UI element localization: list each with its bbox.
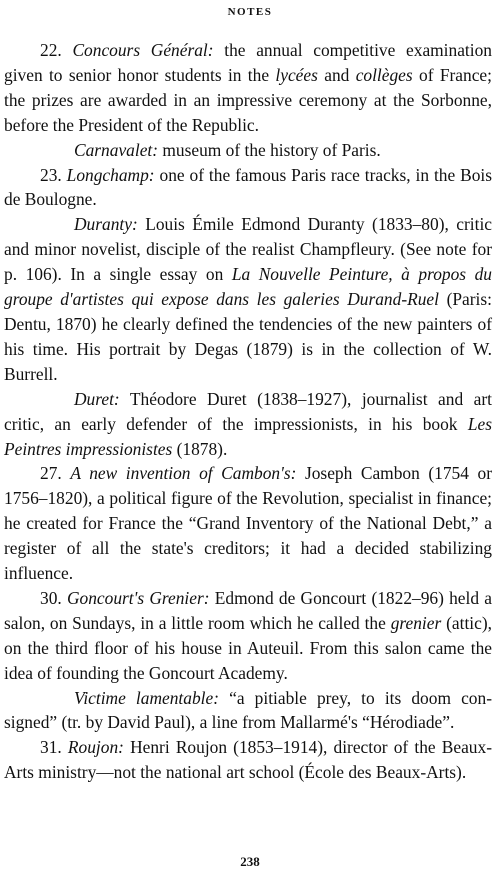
note-number: 27. [40,463,62,484]
note-term: Duranty: [74,214,138,235]
note-duranty [4,212,492,386]
note-italic: grenier [390,612,442,633]
note-term: Duret: [74,388,120,409]
note-italic: La Nouvelle Peinture, à propos du groupe d'artistes qui expose dans les galeries Durand-Ruel [4,264,492,310]
note-text: Henri Roujon (1853–1914), director of the Beaux-Arts ministry—not the national art school (École des Beaux-Arts). [4,737,492,783]
note-term: Concours Général: [72,40,214,60]
note-text: Edmond de Goncourt (1822–96) held a salon, on Sundays, in a little room which he called the [4,587,492,633]
note-carnavalet [4,138,492,163]
notes-body [4,38,492,785]
note-number: 23. [40,164,62,185]
note-text: of France; the prizes are awarded in an impressive ceremony at the Sorbonne, before the President of the Republic. [4,64,492,135]
note-23 [4,163,492,213]
note-text: Théodore Duret (1838–1927), journalist and art critic, an early defender of the impressionists, in his book [4,388,492,434]
note-31 [4,735,492,785]
note-number: 22. [40,40,62,60]
note-term: Goncourt's Grenier: [66,587,210,608]
note-duret [4,387,492,462]
note-number: 31. [40,737,62,758]
note-number: 30. [40,587,62,608]
note-27 [4,461,492,586]
page-number: 238 [240,854,260,869]
note-text: one of the famous Paris race tracks, in the Bois de Boulogne. [4,164,492,210]
note-text: Louis Émile Edmond Duranty (1833–80), critic and minor novelist, disciple of the realist Champfleury. (See note for p. 106). In a single essay on [4,214,492,285]
note-victime [4,686,492,736]
note-term: Roujon: [67,737,124,758]
note-text: “a pitiable prey, to its doom consigned” (tr. by David Paul), a line from Mallarmé's “Hérodiade”. [4,687,492,733]
note-22 [4,38,492,138]
note-term: A new invention of Cambon's: [70,463,297,484]
note-italic: collèges [355,64,413,85]
note-text: museum of the history of Paris. [158,139,381,160]
note-text: and [317,64,356,85]
note-text: (1878). [172,438,228,459]
note-text: the annual competitive examination given to senior honor students in the [4,40,492,85]
note-text: (attic), on the third floor of his house in Auteuil. From this salon came the idea of founding the Goncourt Academy. [4,612,492,683]
note-term: Carnavalet: [74,139,159,160]
note-text: (Paris: Dentu, 1870) he clearly defined the tendencies of the new painters of his time. His portrait by Degas (1879) is in the collection of W. Burrell. [4,289,492,384]
note-term: Longchamp: [66,164,155,185]
note-italic: lycées [275,64,318,85]
note-italic: Les Peintres impressionistes [4,413,492,459]
note-30 [4,586,492,686]
note-term: Victime lamentable: [74,687,220,708]
note-text: Joseph Cambon (1754 or 1756–1820), a political figure of the Revolution, specialist in finance; he created for France the “Grand Inventory of the National Debt,” a register of all the state's creditors; it had a decided stabilizing influence. [4,463,492,584]
running-head: NOTES [227,6,273,18]
